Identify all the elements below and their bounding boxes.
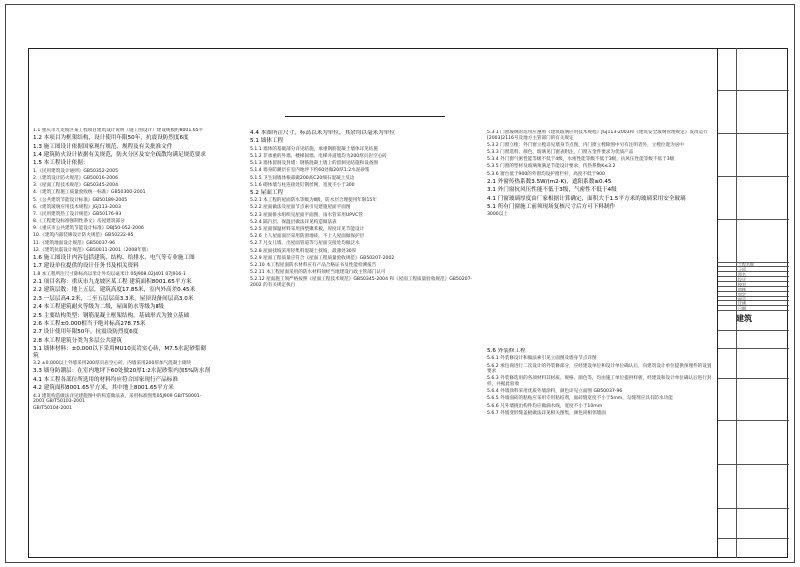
note-paragraph: 1.《民用建筑设计通则》GB50352-2005 — [33, 168, 118, 174]
note-paragraph: 5.3.1 门窗玻璃的选用应遵照《建筑玻璃应用技术规程》JGJ113-2003和《建筑安全玻璃管理规定》发改运行[2003]2116号及地方主管部门的有关规定 — [487, 130, 708, 141]
title-block-row — [718, 219, 789, 220]
note-paragraph: 4.2 建筑面积8001.65平方米，其中地上8001.65平方米 — [33, 385, 174, 392]
note-paragraph: 11.《建筑地面设计规范》GB50037-96 — [33, 240, 116, 246]
note-paragraph: 3.2 ±0.000以上外墙采用200厚页岩空心砖，内墙采用200厚加气混凝土砌块 — [33, 361, 192, 367]
note-paragraph: 2.4 本工程建筑耐火等级为二级，屋面防水等级为Ⅱ级 — [33, 304, 164, 311]
title-block-row — [718, 538, 789, 539]
notes-column-1 — [33, 128, 211, 508]
note-paragraph: 1.1 重庆市九龙坡区某工程项目建筑设计说明（施工图设计）建设规模约8001.65平 — [33, 128, 204, 133]
notes-column-4 — [487, 348, 712, 478]
title-block-row — [718, 378, 789, 379]
note-paragraph: 2.1 外窗传热系数3.5W/(m2·K)，遮阳系数≤0.45 — [487, 178, 612, 185]
title-block-cell: 设计 — [738, 277, 746, 282]
title-block-row — [718, 330, 789, 331]
note-paragraph: 5.2.11 本工程屋面采用的防水材料须经当地建设行政主管部门认可 — [250, 270, 386, 276]
note-paragraph: GB/T50104-2001 — [33, 406, 73, 412]
title-block-cell: 图名 — [738, 272, 746, 277]
note-paragraph: 5.2.2 屋面做法及屋面节点索引见建施屋面平面图 — [250, 205, 351, 211]
note-paragraph: 5.2.9 屋面工程质量应符合《屋面工程质量验收规范》GB50207-2002 — [250, 255, 395, 261]
note-paragraph: 3000以上 — [487, 212, 508, 218]
title-block-cell: 日期 — [738, 306, 746, 311]
note-paragraph: 5.6.4 外墙涂料采用优质外墙涂料，颜色详见立面图 GB50037-96 — [487, 389, 623, 395]
note-paragraph: 5.2.10 本工程屋面防水材料应有产品合格证书及性能检测报告 — [250, 262, 377, 268]
note-paragraph: 5.3.5 门窗的型材及玻璃须满足节能设计要求，传热系数K≤3.2 — [487, 164, 616, 170]
note-paragraph: 1.6 施工图设计内容包括建筑、结构、给排水、电气等专业施工图 — [33, 255, 195, 261]
title-block-cell: 审核 — [738, 287, 746, 292]
note-paragraph: 5.2.8 屋面找坡采用轻集料混凝土找坡，最薄处30厚 — [250, 248, 357, 254]
note-paragraph: 3.《屋面工程技术规范》GB50345-2004 — [33, 183, 118, 189]
title-block-row — [718, 271, 789, 272]
note-paragraph: 5.1.4 墙身防潮层在室内地坪下约60处做20厚1:2水泥砂浆 — [250, 168, 370, 174]
note-paragraph: 5.3.4 外门窗气密性能等级不低于4级，水密性能等级不低于3级，抗风压性能等级不低于3级 — [487, 157, 675, 163]
note-paragraph: 12.《建筑抗震设计规范》GB50011-2001（2008年版） — [33, 247, 151, 253]
title-block-cell: 校对 — [738, 282, 746, 287]
title-block-row — [718, 420, 789, 421]
note-paragraph: 1.3 施工图设计依据国家现行规范、规程及有关批准文件 — [33, 143, 173, 150]
note-paragraph: 6.《建筑玻璃应用技术规程》JGJ113-2003 — [33, 204, 121, 210]
note-paragraph: 5.2.12 屋面施工须严格按照《屋面工程技术规范》GB50345-2004 和《屋面工程质量验收规范》GB50207-2002 的有关规定执行 — [250, 277, 473, 288]
note-paragraph: 5.1.6 砌体墙与柱连接处钉钢丝网，宽度不小于300 — [250, 182, 355, 188]
title-block — [717, 48, 788, 558]
title-block-cell: 图号 — [738, 297, 746, 302]
note-paragraph: 9.《重庆市公共建筑节能设计标准》DBJ50-052-2006 — [33, 226, 144, 232]
note-paragraph: 1.4 建筑防火设计依据有关规范，防火分区及安全疏散均满足规范要求 — [33, 151, 206, 158]
note-paragraph: 4.3 建筑构造做法详见建施图中的构造做法表，采用标准图集05J909 GB/T50001-2001 G8/T50103-2001 — [33, 393, 202, 405]
note-paragraph: 2.6 本工程±0.000相当于绝对标高278.75米 — [33, 320, 146, 327]
title-block-divider — [736, 48, 737, 558]
note-paragraph: 4.1 本工程各部位所选用的材料均应符合国家现行产品标准 — [33, 376, 178, 383]
note-paragraph: 4.《建筑工程施工质量验收统一标准》GB50300-2001 — [33, 190, 146, 196]
title-block-stamp: 建筑 — [736, 313, 752, 323]
note-paragraph: 5.6.5 外墙面砖的粘贴应采用专用粘结剂，面砖缝宽度不小于5mm，勾缝剂应具有防水功能 — [487, 396, 673, 402]
note-paragraph: 10.《建筑内部装修设计防火规范》GB50222-95 — [33, 233, 134, 239]
note-paragraph: 5.1.2 非承重的外墙、楼梯间墙、电梯井道墙均为200厚页岩空心砖 — [250, 153, 387, 159]
note-paragraph: 5.1.3 墙体留洞及封堵：钢筋混凝土墙上的留洞见结施和设备图 — [250, 161, 378, 167]
note-paragraph: 7.《民用建筑热工设计规范》GB50176-93 — [33, 211, 122, 217]
title-block-row — [718, 291, 789, 292]
title-block-cell: 子项 — [738, 267, 746, 272]
note-paragraph: 5.2.1 本工程的屋面防水等级为Ⅱ级，防水层合理使用年限15年 — [250, 198, 377, 204]
title-block-row — [718, 310, 789, 311]
note-paragraph: 5.6.7 外墙变形缝盖板做法详见相关图集，颜色同相邻墙面 — [487, 410, 606, 416]
title-block-row — [718, 464, 789, 465]
note-paragraph: 5.3.6 窗台低于900的外窗均设护窗栏杆，高度不低于900 — [487, 171, 605, 177]
note-paragraph: 5.2.6 上人屋面面层采用防滑地砖，不上人屋面做保护层 — [250, 234, 365, 240]
title-block-row — [718, 508, 789, 509]
note-paragraph: 2.2 建筑层数：地上五层，建筑高度17.85米，室内外高差0.45米 — [33, 287, 196, 294]
title-block-cell: 比例 — [738, 301, 746, 306]
note-paragraph: 1.8 本工程所注尺寸除标高以米计外均以毫米计 05J908.02J401 07J916-1 — [33, 271, 186, 277]
title-underline — [285, 116, 445, 117]
note-paragraph: 5.2 屋面工程 — [250, 189, 284, 196]
note-paragraph: 5.3.3 门窗选料、颜色、玻璃见门窗表附注，门窗五金件要求为优质产品 — [487, 149, 634, 155]
note-paragraph: 2.5 主要结构类型：钢筋混凝土框架结构，基础形式为独立基础 — [33, 312, 190, 319]
note-paragraph: 1.5 本工程设计依据： — [33, 160, 89, 167]
title-block-row — [718, 281, 789, 282]
note-paragraph: 5.1 所有门窗施工前须现场复核尺寸后方可下料制作 — [487, 203, 616, 210]
note-paragraph: 3.3 墙身防潮层：在室内地坪下60处做20厚1:2水泥砂浆内加5%防水剂 — [33, 368, 211, 375]
note-paragraph: 2.1 项目名称：重庆市九龙坡区某工程 建筑面积8001.65平方米 — [33, 278, 192, 285]
note-paragraph: 8.《工程建设标准强制性条文》房屋建筑部分 — [33, 219, 125, 225]
title-block-row — [718, 276, 789, 277]
note-paragraph: 3.1 外门窗抗风压性能不低于3级，气密性不低于4级 — [487, 187, 617, 194]
title-block-row — [718, 286, 789, 287]
note-paragraph: 2.7 设计使用年限50年，抗震设防烈度6度 — [33, 329, 139, 336]
note-paragraph: 5.2.7 凡女儿墙、出屋面管道等与屋面交接处均做泛水 — [250, 241, 360, 247]
note-paragraph: 2.《建筑设计防火规范》GB50016-2006 — [33, 175, 118, 181]
note-paragraph: 5.6.1 外装修设计和做法索引见立面图及墙身节点详图 — [487, 356, 597, 362]
title-block-row — [718, 176, 789, 177]
note-paragraph: 4.1 门窗玻璃厚度由厂家根据计算确定，面积大于1.5平方米的玻璃采用安全玻璃 — [487, 195, 686, 202]
note-paragraph: 5.《公共建筑节能设计标准》GB50189-2005 — [33, 197, 128, 203]
title-block-cell: 工程名称 — [738, 262, 754, 267]
title-block-row — [718, 90, 789, 91]
note-paragraph: 5.6.2 承包商进行二次设计的外装修部分，应经建设单位和设计单位确认后，向建筑设计单位提供预埋件的设置要求 — [487, 363, 712, 375]
note-paragraph: 1.7 建设单位提供的设计任务书及相关资料 — [33, 263, 139, 270]
note-paragraph: 5.1 墙体工程 — [250, 138, 284, 145]
note-paragraph: 5.2.5 屋面保温材料采用挤塑聚苯板，厚度详见节能设计 — [250, 227, 365, 233]
note-paragraph: 4.4 本图所注尺寸，标高以米为单位，其余均以毫米为单位 — [250, 130, 395, 136]
note-paragraph: 2.8 本工程建筑分类为多层公共建筑 — [33, 337, 122, 344]
note-paragraph: 5.3.2 门窗立樘：外门窗立樘详见墙身节点图，内门窗立樘除图中另有注明者外，立樘位置为居中 — [487, 142, 684, 148]
note-paragraph: 2.3 一层层高4.2米，二至五层层高3.3米，屋顶设备间层高3.0米 — [33, 295, 194, 302]
note-paragraph: 1.2 本项目为框架结构，设计使用年限50年，抗震设防烈度6度 — [33, 135, 189, 142]
notes-column-3 — [487, 130, 712, 295]
title-block-row — [718, 300, 789, 301]
note-paragraph: 5.6 外装修工程 — [487, 348, 526, 354]
note-paragraph: 5.1.5 卫生间墙体根部做200高C20细石混凝土反边 — [250, 175, 355, 181]
title-block-cell: 审定 — [738, 292, 746, 297]
note-paragraph: 5.6.3 外装修选用的各项材料其材质、规格、颜色等，均由施工单位提供样板，经建设和设计单位确认后进行封样，并据此验收 — [487, 376, 712, 387]
note-paragraph: 5.6.6 凡外墙挑出构件均应做滴水线，宽度不小于10mm — [487, 403, 603, 409]
title-block-row — [718, 296, 789, 297]
note-paragraph: 5.2.3 屋面排水组织见屋面平面图，雨水管采用UPVC管 — [250, 212, 363, 218]
notes-column-2 — [250, 130, 478, 380]
note-paragraph: 3.1 墙体材料：±0.000以下采用MU10页岩实心砖，M7.5水泥砂浆砌筑 — [33, 346, 207, 359]
title-block-row — [718, 133, 789, 134]
title-block-row — [718, 348, 789, 349]
note-paragraph: 5.2.4 隔汽层、保温层做法详见构造做法表 — [250, 219, 337, 225]
title-block-row — [718, 305, 789, 306]
note-paragraph: 5.1.1 墙体的基础部分详见结施，承重钢筋混凝土墙体详见结施 — [250, 146, 378, 152]
